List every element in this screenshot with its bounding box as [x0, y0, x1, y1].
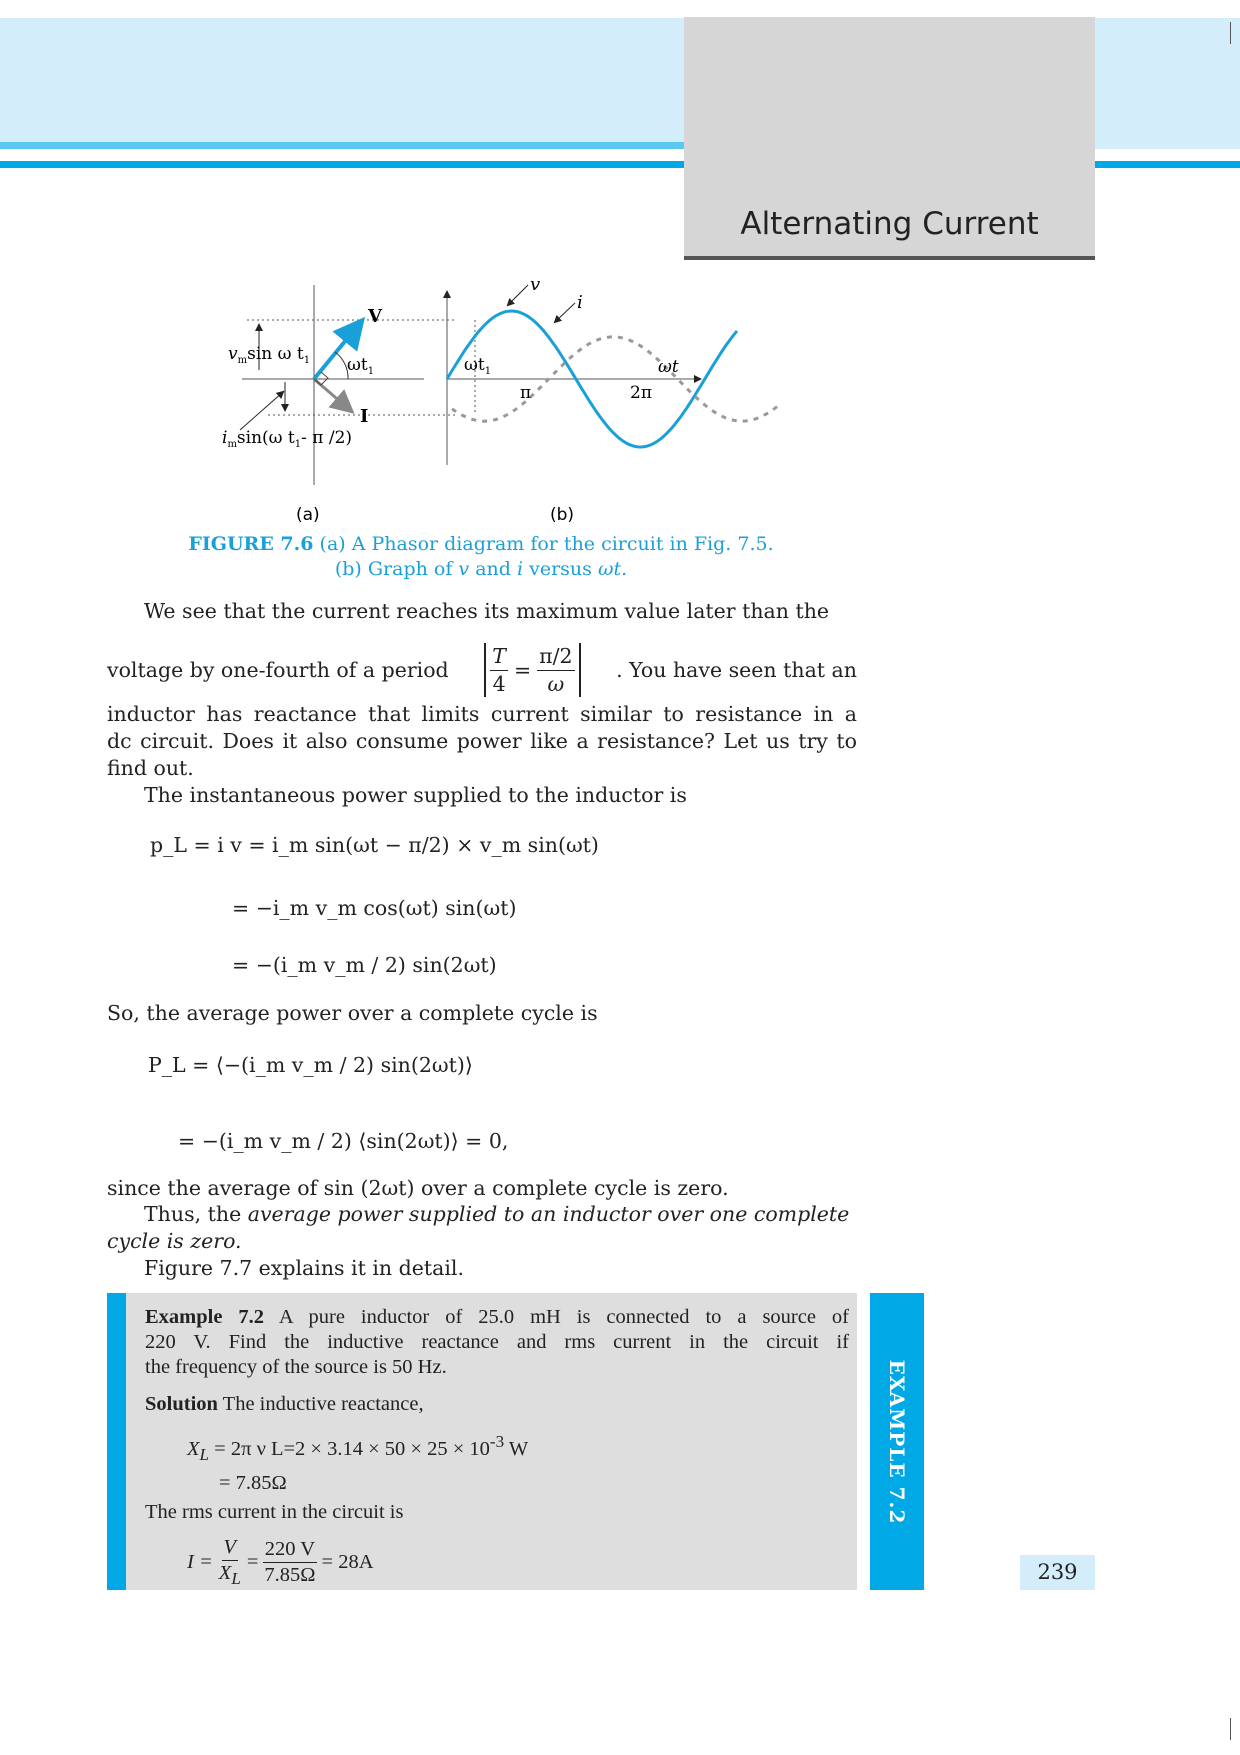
- var: I =: [187, 1551, 213, 1574]
- panel-b-label: (b): [550, 505, 575, 525]
- caption-and: and: [475, 558, 511, 580]
- crop-mark: [1230, 1718, 1231, 1740]
- label-vm-sin: $v_m\sin$ ω $t_1$: [228, 344, 311, 366]
- example-question: [145, 1305, 849, 1591]
- caption-i: i: [516, 558, 524, 580]
- text: . You have seen that an: [616, 657, 857, 682]
- sub: L: [231, 1569, 241, 1589]
- caption-v: v: [458, 558, 470, 580]
- text: = 7.85Ω: [219, 1471, 287, 1494]
- caption-wt: ωt.: [597, 558, 628, 580]
- text: A pure inductor of 25.0 mH is connected to a source of: [264, 1306, 850, 1328]
- text: = 2π ν L=2 × 3.14 × 50 × 25 × 10: [214, 1437, 490, 1460]
- den: 4: [492, 671, 506, 696]
- text: Thus, the: [144, 1202, 242, 1226]
- emphasis: average power supplied to an inductor over one complete: [247, 1202, 850, 1226]
- paragraph: since the average of sin (2ωt) over a complete cycle is zero.: [107, 1176, 729, 1200]
- num: π/2: [537, 643, 574, 671]
- paragraph: So, the average power over a complete cycle is: [107, 1001, 598, 1025]
- page-number: 239: [1020, 1555, 1095, 1590]
- paragraph: Figure 7.7 explains it in detail.: [144, 1256, 464, 1280]
- equation-instantaneous-power: p_L = i v = i_m sin(ωt − π/2) × v_m sin(ωt): [150, 833, 599, 857]
- paragraph: dc circuit. Does it also consume power like a resistance? Let us try to: [107, 729, 857, 753]
- text: The rms current in the circuit is: [145, 1500, 404, 1523]
- equation-step-2: = −i_m v_m cos(ωt) sin(ωt): [232, 896, 517, 920]
- equation-average-power: P_L = ⟨−(i_m v_m / 2) sin(2ωt)⟩: [148, 1053, 473, 1077]
- label-I: I: [360, 406, 369, 427]
- unit: W: [504, 1437, 529, 1460]
- example-box: [107, 1293, 857, 1590]
- num: V: [222, 1535, 239, 1561]
- eq: =: [513, 657, 532, 682]
- label-wt1-b: $\omega t_1$: [464, 355, 492, 377]
- equation-average-result: = −(i_m v_m / 2) ⟨sin(2ωt)⟩ = 0,: [178, 1129, 509, 1153]
- sub: L: [199, 1444, 210, 1464]
- den: ω: [547, 671, 565, 696]
- label-V: V: [368, 306, 382, 327]
- num: T: [490, 643, 508, 671]
- figure-caption: [131, 533, 831, 555]
- num: 220 V: [263, 1537, 317, 1563]
- den: X: [218, 1561, 232, 1584]
- paragraph: cycle is zero.: [107, 1229, 242, 1253]
- text: 220 V. Find the inductive reactance and rms current in the circuit if: [145, 1331, 849, 1353]
- caption-label: FIGURE 7.6: [188, 533, 314, 555]
- result: = 28A: [321, 1551, 374, 1574]
- panel-a-label: (a): [296, 505, 320, 525]
- chapter-title: Alternating Current: [740, 206, 1039, 242]
- exponent: -3: [489, 1432, 505, 1451]
- tick-2pi: 2π: [630, 383, 652, 403]
- rms-equation: I = $\frac{V}{X_L}$ = $\frac{220 V}{7.85\Omega}$ = 28A: [187, 1535, 374, 1589]
- axis-label-wt: ωt: [658, 357, 679, 377]
- paragraph-equation-line: [107, 640, 857, 700]
- label-wt1: $\omega t_1$: [347, 355, 375, 377]
- paragraph: We see that the current reaches its maximum value later than the: [144, 599, 830, 623]
- caption-line1: (a) A Phasor diagram for the circuit in Fig. 7.5.: [319, 533, 774, 555]
- label-v: v: [530, 274, 541, 295]
- caption-versus: versus: [529, 558, 592, 580]
- paragraph: inductor has reactance that limits current similar to resistance in a: [107, 702, 857, 726]
- tick-pi: π: [520, 383, 532, 403]
- caption-text: (b) Graph of: [334, 558, 453, 580]
- label-im-sin: $i_m\sin(\omega$ $t_1-$ π /2): [222, 428, 353, 450]
- text: The inductive reactance,: [217, 1393, 424, 1415]
- example-side-tab: [870, 1293, 924, 1590]
- figure-caption-2: [131, 558, 831, 580]
- text: voltage by one-fourth of a period: [107, 657, 449, 682]
- paragraph: [144, 1201, 849, 1228]
- label-i: i: [577, 292, 583, 313]
- var: X: [187, 1437, 200, 1460]
- period-fraction: [484, 643, 580, 697]
- paragraph: find out.: [107, 756, 194, 780]
- phasor-figure: [0, 0, 1240, 560]
- paragraph: The instantaneous power supplied to the inductor is: [144, 783, 687, 807]
- text: the frequency of the source is 50 Hz.: [145, 1356, 447, 1378]
- den: 7.85Ω: [264, 1564, 316, 1587]
- solution-label: Solution: [145, 1393, 218, 1415]
- example-title: Example 7.2: [145, 1306, 265, 1328]
- example-tab-label: EXAMPLE 7.2: [885, 1359, 909, 1524]
- equation-step-3: = −(i_m v_m / 2) sin(2ωt): [232, 953, 497, 977]
